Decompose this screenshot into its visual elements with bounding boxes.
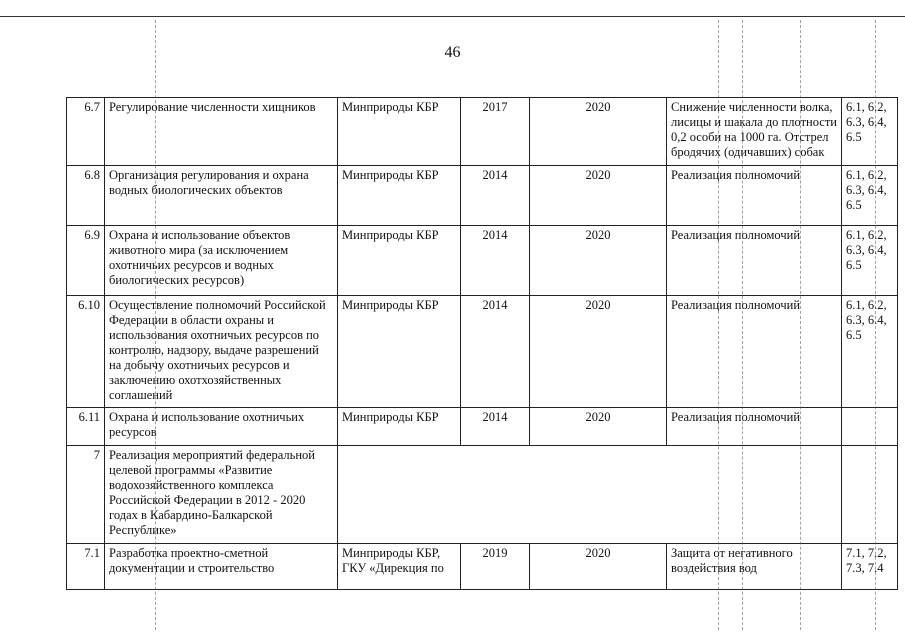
scan-artifact — [742, 20, 743, 630]
start-year: 2014 — [461, 166, 530, 226]
activity-name: Разработка проектно-сметной документации и строительство — [105, 544, 338, 590]
table-row — [67, 408, 898, 446]
section-blank — [338, 446, 842, 544]
activity-name: Осуществление полномочий Российской Федерации в области охраны и использования охотничьих ресурсов по контролю, надзору, выдаче разрешений на добычу охотничьих ресурсов и заключению охотхозяйственных соглашений — [105, 296, 338, 408]
end-year: 2020 — [530, 296, 667, 408]
expected-result: Защита от негативного воздействия вод — [667, 544, 842, 590]
executor: Минприроды КБР, ГКУ «Дирекция по — [338, 544, 461, 590]
scan-artifact — [800, 20, 801, 630]
end-year: 2020 — [530, 544, 667, 590]
row-number: 6.9 — [67, 226, 105, 296]
executor: Минприроды КБР — [338, 166, 461, 226]
expected-result: Реализация полномочий — [667, 166, 842, 226]
scan-artifact — [875, 20, 876, 630]
activity-name: Регулирование численности хищников — [105, 98, 338, 166]
executor: Минприроды КБР — [338, 226, 461, 296]
executor: Минприроды КБР — [338, 408, 461, 446]
indicators: 6.1, 6.2, 6.3, 6.4, 6.5 — [842, 226, 898, 296]
activity-name: Охрана и использование охотничьих ресурсов — [105, 408, 338, 446]
table-row — [67, 98, 898, 166]
start-year: 2014 — [461, 408, 530, 446]
table-row — [67, 544, 898, 590]
scan-artifact — [155, 20, 156, 630]
indicators — [842, 446, 898, 544]
start-year: 2014 — [461, 296, 530, 408]
indicators: 6.1, 6.2, 6.3, 6.4, 6.5 — [842, 296, 898, 408]
start-year: 2019 — [461, 544, 530, 590]
indicators — [842, 408, 898, 446]
activity-name: Реализация мероприятий федеральной целевой программы «Развитие водохозяйственного комплекса Российской Федерации в 2012 - 2020 годах в Кабардино-Балкарской Республике» — [105, 446, 338, 544]
table-row — [67, 446, 898, 544]
start-year: 2014 — [461, 226, 530, 296]
indicators: 6.1, 6.2, 6.3, 6.4, 6.5 — [842, 166, 898, 226]
indicators: 7.1, 7.2, 7.3, 7.4 — [842, 544, 898, 590]
table-row — [67, 296, 898, 408]
scan-artifact — [718, 20, 719, 630]
row-number: 7.1 — [67, 544, 105, 590]
row-number: 6.7 — [67, 98, 105, 166]
row-number: 6.8 — [67, 166, 105, 226]
page-number: 46 — [444, 44, 461, 61]
activity-name: Охрана и использование объектов животного мира (за исключением охотничьих ресурсов и водных биологических ресурсов) — [105, 226, 338, 296]
executor: Минприроды КБР — [338, 296, 461, 408]
row-number: 6.10 — [67, 296, 105, 408]
expected-result: Реализация полномочий — [667, 296, 842, 408]
expected-result: Снижение численности волка, лисицы и шакала до плотности 0,2 особи на 1000 га. Отстрел бродячих (одичавших) собак — [667, 98, 842, 166]
activities-table — [66, 97, 898, 590]
row-number: 7 — [67, 446, 105, 544]
table-row — [67, 226, 898, 296]
end-year: 2020 — [530, 408, 667, 446]
end-year: 2020 — [530, 166, 667, 226]
start-year: 2017 — [461, 98, 530, 166]
executor: Минприроды КБР — [338, 98, 461, 166]
end-year: 2020 — [530, 98, 667, 166]
row-number: 6.11 — [67, 408, 105, 446]
page-top-edge — [0, 16, 905, 17]
activity-name: Организация регулирования и охрана водных биологических объектов — [105, 166, 338, 226]
expected-result: Реализация полномочий — [667, 226, 842, 296]
indicators: 6.1, 6.2, 6.3, 6.4, 6.5 — [842, 98, 898, 166]
end-year: 2020 — [530, 226, 667, 296]
expected-result: Реализация полномочий — [667, 408, 842, 446]
table-row — [67, 166, 898, 226]
